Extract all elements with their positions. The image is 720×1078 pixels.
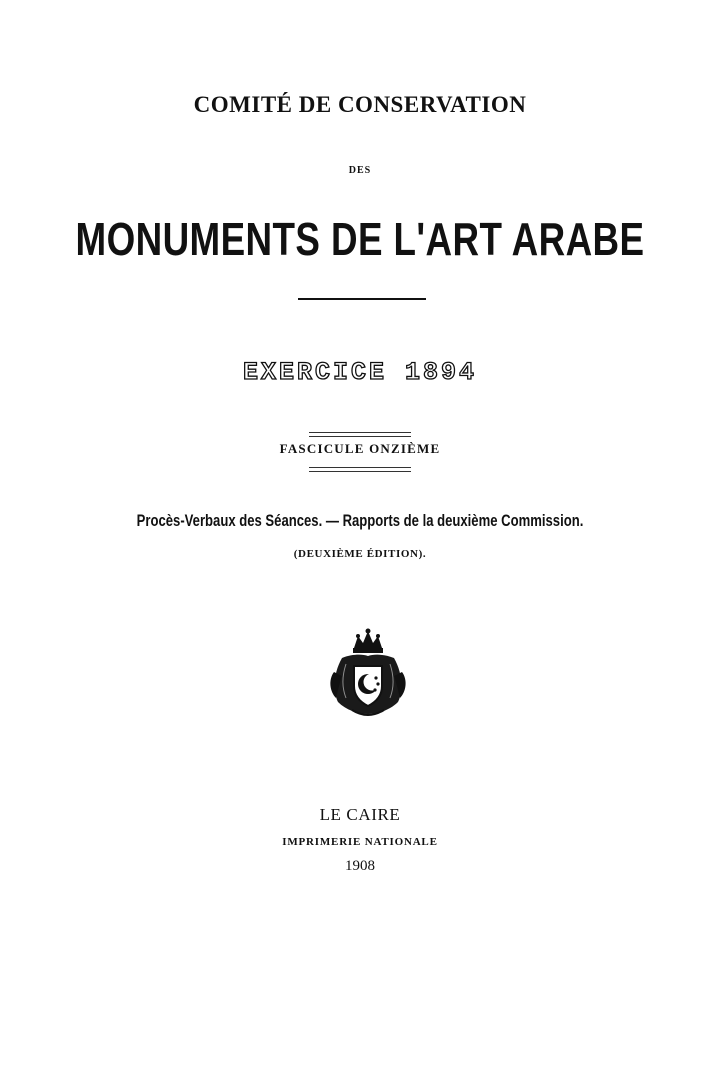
imprint-city: LE CAIRE [319,805,401,824]
main-title: MONUMENTS DE L'ART ARABE [75,213,645,265]
edition-note: (DEUXIÈME ÉDITION). [293,548,427,560]
exercise-year: EXERCICE 1894 [242,358,478,387]
fascicule-bottom-rule [309,467,411,472]
fascicule-top-rule [309,432,411,437]
title-divider [298,298,426,300]
fascicule-label: FASCICULE ONZIÈME [279,441,441,456]
contents-description: Procès-Verbaux des Séances. — Rapports de la deuxième Commission. [136,511,584,530]
connector-word: DES [348,165,372,176]
royal-crest-icon [328,628,408,720]
imprint-year: 1908 [345,858,375,874]
committee-heading: COMITÉ DE CONSERVATION [193,92,527,117]
imprint-printer: IMPRIMERIE NATIONALE [282,836,438,848]
